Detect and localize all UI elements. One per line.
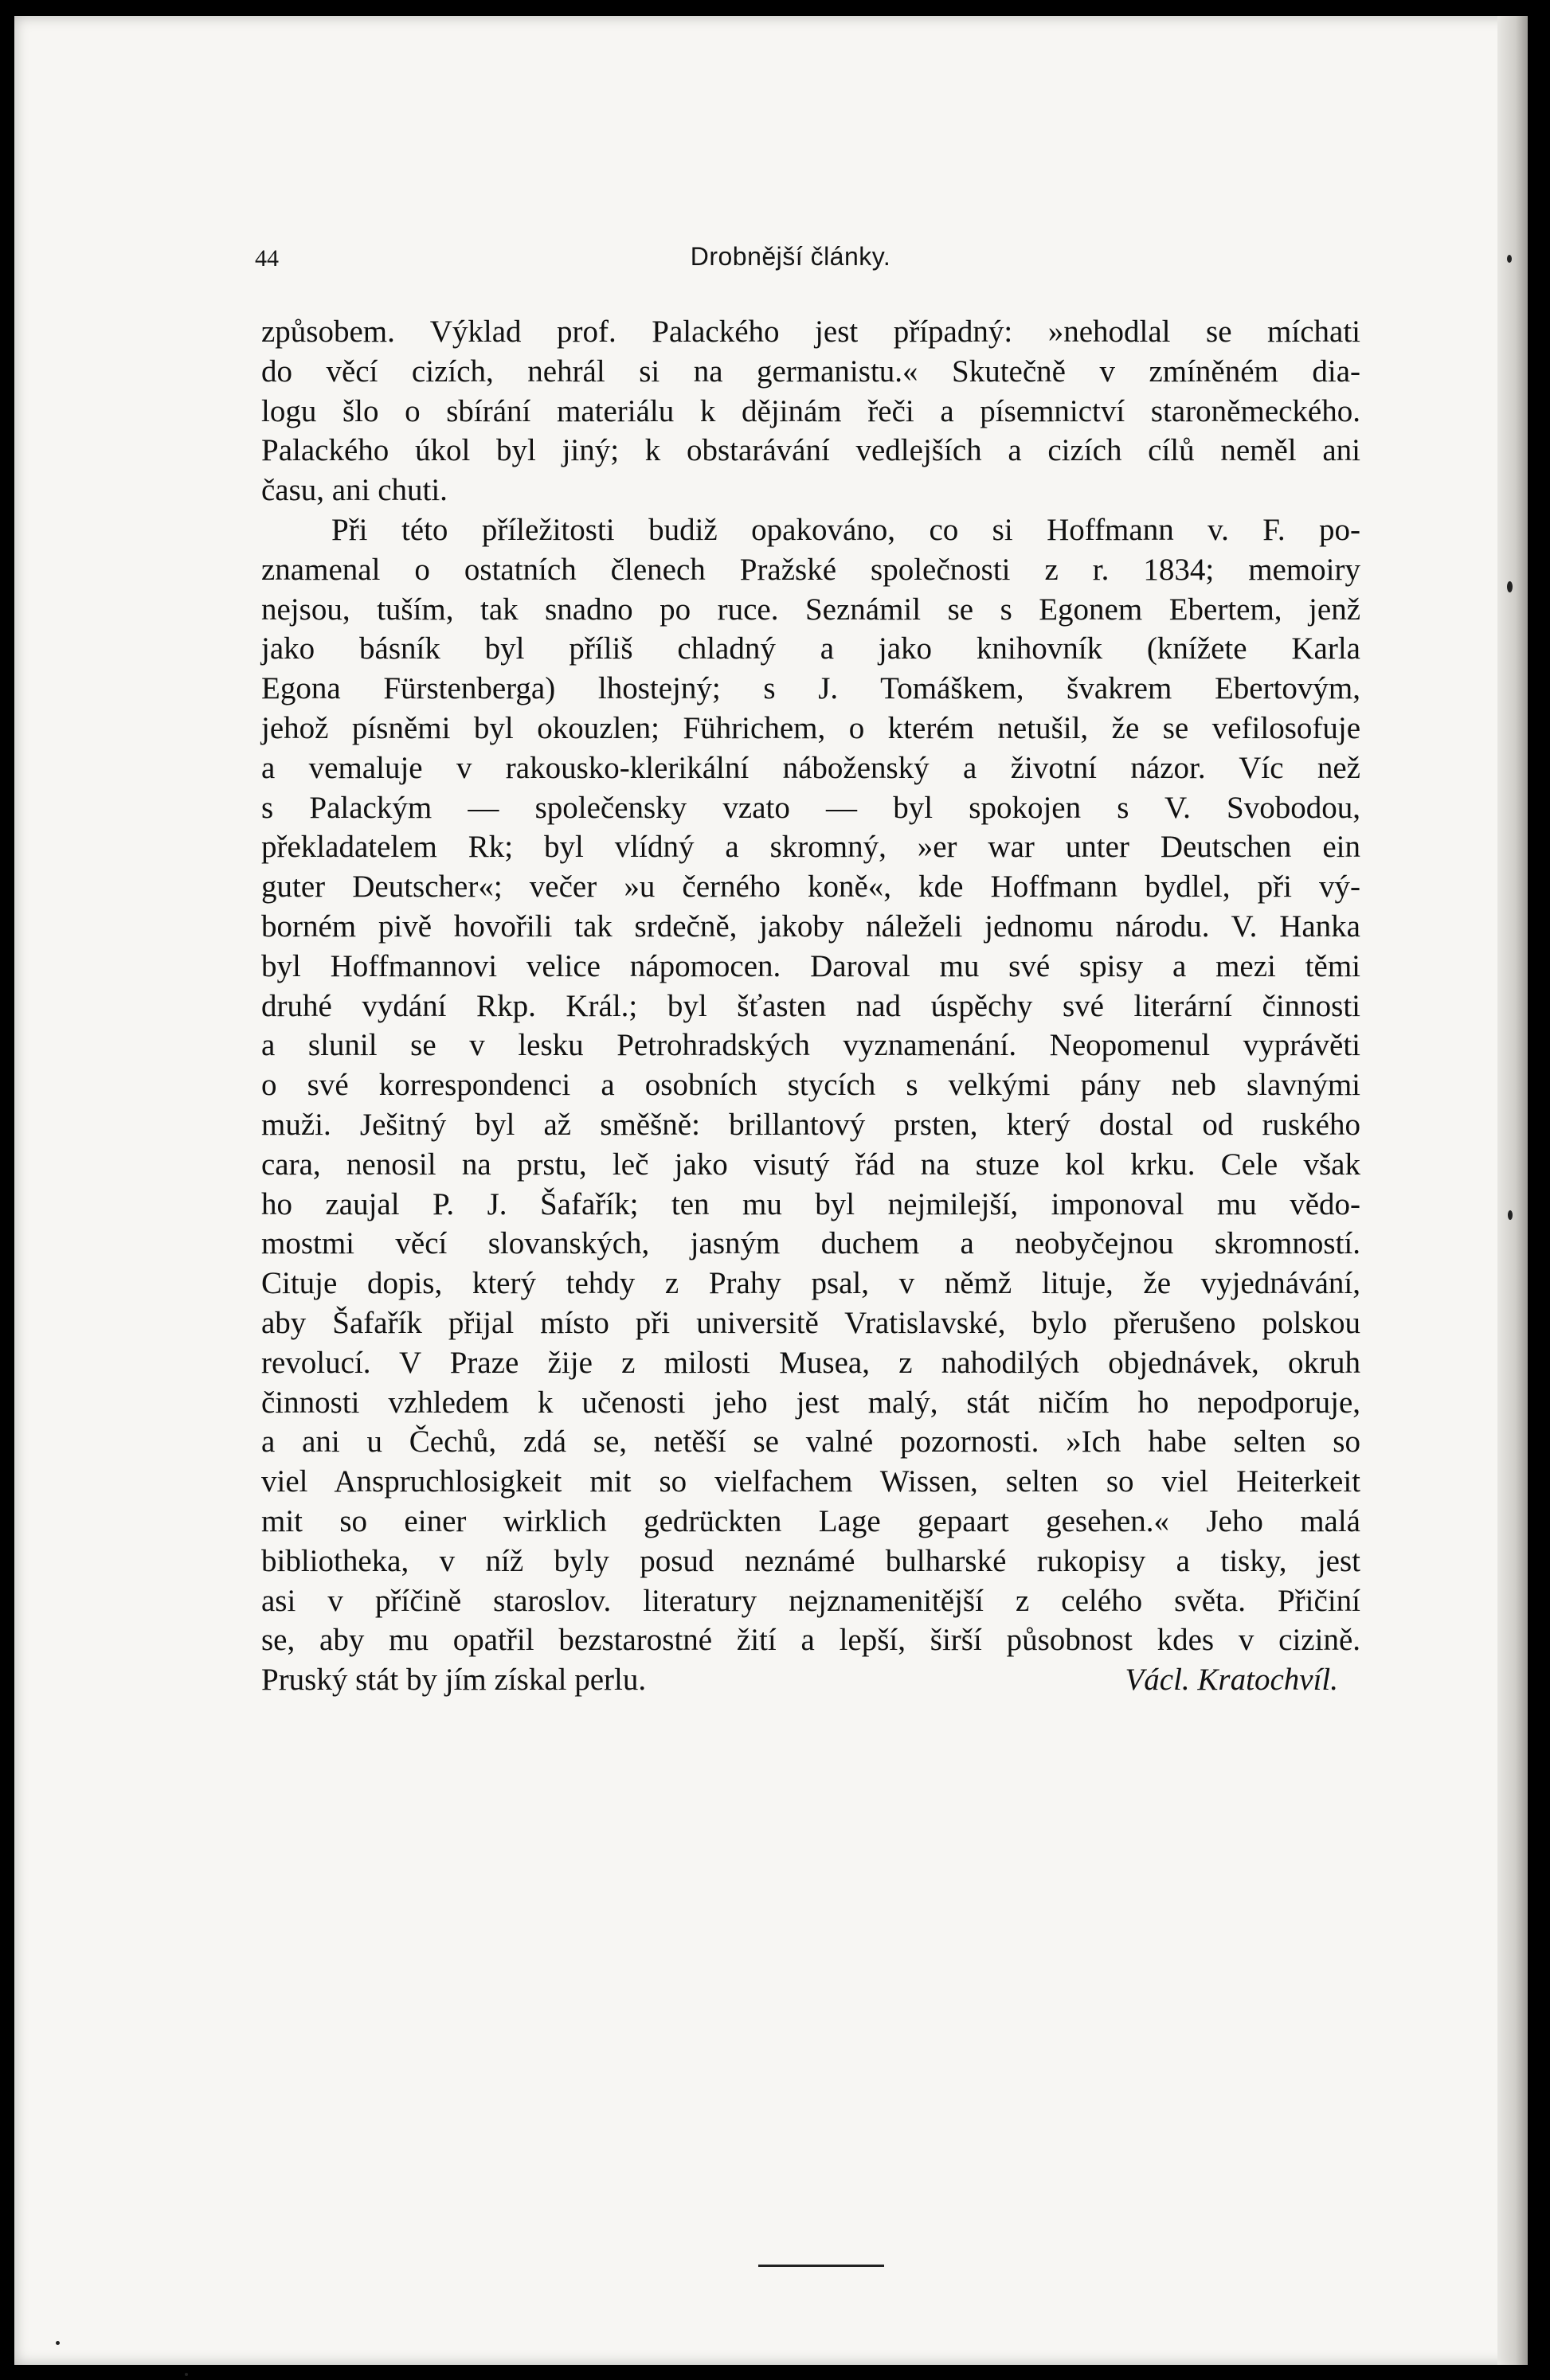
- closing-line: [261, 1660, 1354, 1700]
- text-line: logu šlo o sbírání materiálu k dějinám řeči a písemnictví staroněmeckého.: [261, 393, 1360, 428]
- text-line: se, aby mu opatřil bezstarostné žití a lepší, širší působnost kdes v cizině.: [261, 1623, 1360, 1658]
- text-line: borném pivě hovořili tak srdečně, jakoby náleželi jednomu národu. V. Hanka: [261, 909, 1360, 944]
- text-line: druhé vydání Rkp. Král.; byl šťasten nad úspěchy své literární činnosti: [261, 988, 1360, 1023]
- text-line: Cituje dopis, který tehdy z Prahy psal, v němž lituje, že vyjednávání,: [261, 1266, 1360, 1301]
- author-signature: Václ. Kratochvíl.: [1125, 1663, 1338, 1698]
- text-line: guter Deutscher«; večer »u černého koně«, kde Hoffmann bydlel, při vý-: [261, 870, 1360, 905]
- scan-speck: [185, 2373, 188, 2376]
- page-header: [255, 239, 1326, 287]
- text-line: způsobem. Výklad prof. Palackého jest případný: »nehodlal se míchati: [261, 315, 1360, 349]
- text-line: o své korrespondenci a osobních stycích s velkými pány neb slavnými: [261, 1068, 1360, 1103]
- scan-speck: [56, 2341, 60, 2345]
- text-line: znamenal o ostatních členech Pražské společnosti z r. 1834; memoiry: [261, 552, 1360, 587]
- text-line: jehož písněmi byl okouzlen; Führichem, o kterém netušil, že se vefilosofuje: [261, 710, 1360, 745]
- text-line: byl Hoffmannovi velice nápomocen. Daroval mu své spisy a mezi těmi: [261, 948, 1360, 983]
- text-line: překladatelem Rk; byl vlídný a skromný, »er war unter Deutschen ein: [261, 830, 1360, 865]
- closing-rule: [758, 2265, 884, 2267]
- text-line: mit so einer wirklich gedrückten Lage gepaart gesehen.« Jeho malá: [261, 1503, 1360, 1538]
- text-line: nejsou, tuším, tak snadno po ruce. Seznámil se s Egonem Ebertem, jenž: [261, 592, 1360, 627]
- text-line: mostmi věcí slovanských, jasným duchem a neobyčejnou skromností.: [261, 1226, 1360, 1261]
- text-line: času, ani chuti.: [261, 473, 448, 508]
- text-line: a slunil se v lesku Petrohradských vyznamenání. Neopomenul vyprávěti: [261, 1028, 1360, 1063]
- text-line: cara, nenosil na prstu, leč jako visutý řád na stuze kol krku. Cele však: [261, 1147, 1360, 1182]
- article-text: [261, 312, 1360, 1700]
- text-line: Palackého úkol byl jiný; k obstarávání vedlejších a cizích cílů neměl ani: [261, 433, 1360, 468]
- text-line: Při této příležitosti budiž opakováno, co si Hoffmann v. F. po-: [331, 512, 1360, 547]
- text-line: muži. Ješitný byl až směšně: brillantový prsten, který dostal od ruského: [261, 1107, 1360, 1142]
- scan-speck: [1507, 255, 1512, 263]
- page-edge-shadow: [1497, 16, 1528, 2365]
- text-line: jako básník byl příliš chladný a jako knihovník (knížete Karla: [261, 631, 1360, 666]
- final-sentence: Pruský stát by jím získal perlu.: [261, 1663, 647, 1698]
- text-line: a vemaluje v rakousko-klerikální náboženský a životní názor. Víc než: [261, 750, 1360, 785]
- text-line: s Palackým — společensky vzato — byl spokojen s V. Svobodou,: [261, 790, 1360, 825]
- text-line: revolucí. V Praze žije z milosti Musea, z nahodilých objednávek, okruh: [261, 1345, 1360, 1380]
- text-line: bibliotheka, v níž byly posud neznámé bulharské rukopisy a tisky, jest: [261, 1543, 1360, 1578]
- text-line: ho zaujal P. J. Šafařík; ten mu byl nejmilejší, imponoval mu vědo-: [261, 1186, 1360, 1221]
- page-number: 44: [255, 245, 279, 272]
- scan-speck: [1507, 581, 1513, 592]
- scan-speck: [1508, 1210, 1513, 1220]
- text-line: činnosti vzhledem k učenosti jeho jest malý, stát ničím ho nepodporuje,: [261, 1385, 1360, 1420]
- text-line: asi v příčině staroslov. literatury nejznamenitější z celého světa. Přičiní: [261, 1583, 1360, 1618]
- text-line: a ani u Čechů, zdá se, netěší se valné pozornosti. »Ich habe selten so: [261, 1424, 1360, 1460]
- text-line: viel Anspruchlosigkeit mit so vielfachem Wissen, selten so viel Heiterkeit: [261, 1464, 1360, 1499]
- running-title: Drobnější články.: [690, 242, 891, 271]
- text-line: Egona Fürstenberga) lhostejný; s J. Tomáškem, švakrem Ebertovým,: [261, 671, 1360, 706]
- text-line: do věcí cizích, nehrál si na germanistu.« Skutečně v zmíněném dia-: [261, 354, 1360, 389]
- text-line: aby Šafařík přijal místo při universitě Vratislavské, bylo přerušeno polskou: [261, 1305, 1360, 1340]
